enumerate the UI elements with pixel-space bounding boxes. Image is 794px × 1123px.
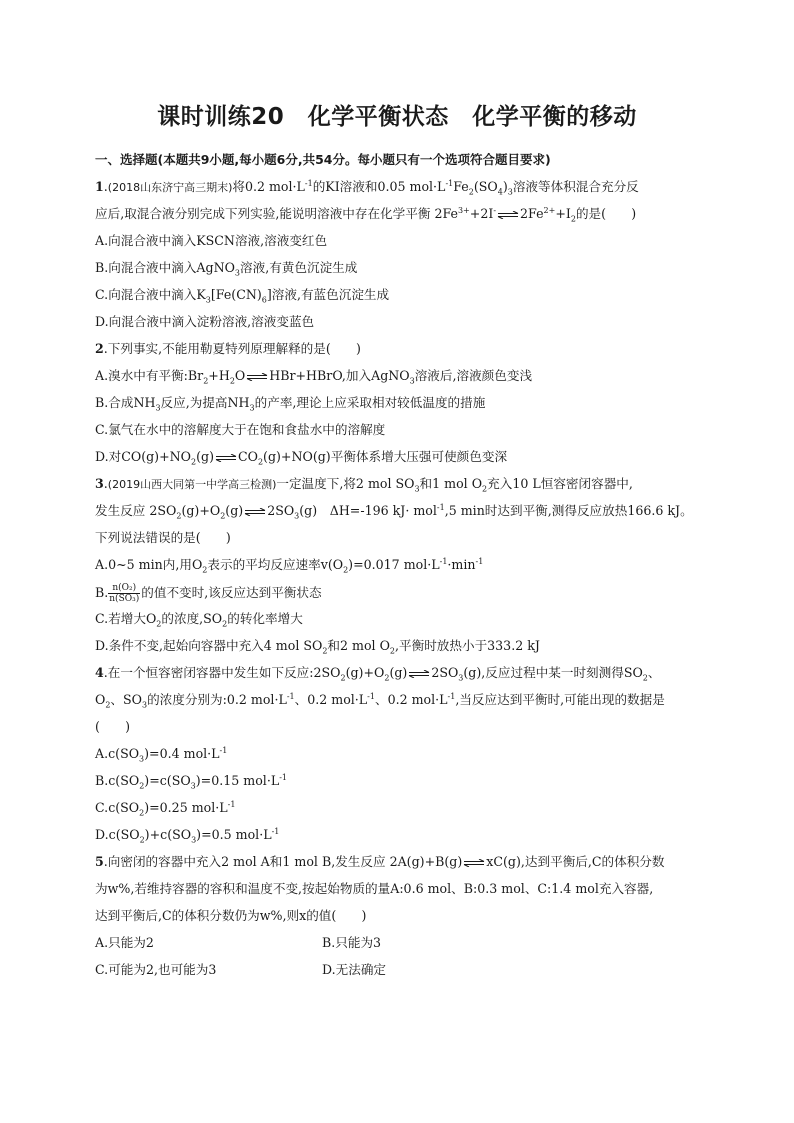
question-4-stem-line-2: $O_2$、$SO_3$的浓度分别为:0.2 $mol\cdot L^{-1}$、0.2 $mol\cdot L^{-1}$、0.2 $mol\cdot L^{-1}$,当反应达到平衡时,可能出现的数据是 bbox=[95, 691, 665, 710]
question-3-stem-line-1: 3.(2019山西大同第一中学高三检测)一定温度下,将2 mol $SO_3$和1 mol $O_2$充入10 L恒容密闭容器中, bbox=[95, 476, 633, 494]
question-2-option-a: A.溴水中有平衡$:Br_2+H_2O$ HBr+HBrO,加入AgNO$_3$溶液后,溶液颜色变浅 bbox=[95, 368, 533, 386]
question-5-stem-line-3: 达到平衡后,C的体积分数仍为w%,则x的值( ) bbox=[95, 908, 367, 923]
question-4-stem-line-1: 4.在一个恒容密闭容器中发生如下反应$:2SO_2(g)+O_2(g)$ $2SO_3(g)$,反应过程中某一时刻测得$SO_2$、 bbox=[95, 665, 661, 683]
ratio-fraction: $\frac{\text{n(O₂)}}{\text{n(SO₃)}}$ bbox=[109, 583, 140, 604]
page-title: 课时训练20 化学平衡状态 化学平衡的移动 bbox=[157, 104, 637, 130]
question-1-option-c: C.向混合液中滴入$K_3[Fe(CN)_6]$溶液,有蓝色沉淀生成 bbox=[95, 287, 390, 305]
question-number: 5 bbox=[95, 854, 104, 869]
question-1-option-b: B.向混合液中滴入AgNO$_3$溶液,有黄色沉淀生成 bbox=[95, 260, 358, 278]
question-5-stem-line-2: 为w%,若维持容器的容积和温度不变,按起始物质的量A:0.6 mol、B:0.3 mol、C:1.4 mol充入容器, bbox=[95, 881, 654, 896]
question-3-option-d: D.条件不变,起始向容器中充入4 mol $SO_2$和2 mol $O_2$,平衡时放热小于333.2 kJ bbox=[95, 638, 540, 656]
equilibrium-arrow-icon bbox=[497, 211, 519, 219]
question-5-option-b: B.只能为3 bbox=[322, 935, 382, 950]
question-list bbox=[95, 178, 705, 988]
question-5-option-a: A.只能为2 bbox=[95, 935, 154, 950]
equilibrium-arrow-icon bbox=[408, 670, 430, 678]
question-3-option-a: A.0~5 min内,用$O_2$表示的平均反应速率$v(O_2)=0.017$ $mol\cdot L^{-1}\cdot\min^{-1}$ bbox=[95, 556, 484, 575]
question-number: 2 bbox=[95, 341, 104, 356]
question-number: 1 bbox=[95, 179, 104, 194]
question-number: 3 bbox=[95, 476, 104, 491]
question-2-option-b: B.合成$NH_3$反应,为提高$NH_3$的产率,理论上应采取相对较低温度的措施 bbox=[95, 395, 486, 413]
equilibrium-arrow-icon bbox=[215, 454, 237, 462]
question-number: 4 bbox=[95, 665, 104, 680]
question-5-options-row-2 bbox=[95, 961, 705, 988]
question-1-option-a: A.向混合液中滴入KSCN溶液,溶液变红色 bbox=[95, 233, 328, 248]
question-5-options-row-1 bbox=[95, 934, 705, 961]
equilibrium-arrow-icon bbox=[244, 508, 266, 516]
question-5-option-c: C.可能为2,也可能为3 bbox=[95, 962, 217, 977]
section-header: 一、选择题(本题共9小题,每小题6分,共54分。每小题只有一个选项符合题目要求) bbox=[95, 152, 551, 167]
question-1-option-d: D.向混合液中滴入淀粉溶液,溶液变蓝色 bbox=[95, 314, 315, 329]
question-2-option-d: D.对$CO(g)+NO_2(g)$ $CO_2(g)+NO(g)$平衡体系增大压强可使颜色变深 bbox=[95, 449, 508, 467]
question-3-stem-line-3: 下列说法错误的是( ) bbox=[95, 530, 231, 545]
question-4-option-a: $A.c(SO_3)=0.4$ $mol\cdot L^{-1}$ bbox=[95, 745, 228, 764]
question-5-option-d: D.无法确定 bbox=[322, 962, 387, 977]
question-2-option-c: C.氯气在水中的溶解度大于在饱和食盐水中的溶解度 bbox=[95, 422, 386, 437]
question-4-stem-line-3: ( ) bbox=[95, 719, 131, 734]
question-1-stem-line-1: 1.(2018山东济宁高三期末)将0.2 $mol\cdot L^{-1}$的KI溶液和0.05 $mol\cdot L^{-1}Fe_2(SO_4)_3$溶液等体积混合充分反 bbox=[95, 178, 639, 197]
equilibrium-arrow-icon bbox=[463, 859, 485, 867]
question-3-option-c: C.若增大$O_2$的浓度$,SO_2$的转化率增大 bbox=[95, 611, 303, 629]
question-4-option-c: $C.c(SO_2)=0.25$ $mol\cdot L^{-1}$ bbox=[95, 799, 236, 818]
question-3-option-b: B. $\frac{\text{n(O₂)}}{\text{n(SO₃)}}$ 的值不变时,该反应达到平衡状态 bbox=[95, 583, 322, 604]
question-5-stem-line-1: 5.向密闭的容器中充入2 mol A和1 mol B,发生反应 2A(g)+B(g) xC(g),达到平衡后,C的体积分数 bbox=[95, 854, 665, 869]
equilibrium-arrow-icon bbox=[246, 373, 268, 381]
question-1-stem-line-2: 应后,取混合液分别完成下列实验,能说明溶液中存在化学平衡 $2Fe^{3+}+2I^-$ $2Fe^{2+}+I_2$的是( ) bbox=[95, 205, 637, 224]
question-4-option-b: $B.c(SO_2)=c(SO_3)=0.15$ $mol\cdot L^{-1}$ bbox=[95, 772, 287, 791]
question-source: (2019山西大同第一中学高三检测) bbox=[107, 478, 277, 491]
question-3-stem-line-2: 发生反应 $2SO_2(g)+O_2(g)$ $2SO_3(g)$ ΔH=-196 kJ· mol$^{-1}$,5 min时达到平衡,测得反应放热166.6 kJ。 bbox=[95, 502, 693, 521]
question-source: (2018山东济宁高三期末) bbox=[107, 181, 233, 194]
question-4-option-d: $D.c(SO_2)+c(SO_3)=0.5$ $mol\cdot L^{-1}$ bbox=[95, 826, 280, 845]
question-2-stem: 2.下列事实,不能用勒夏特列原理解释的是( ) bbox=[95, 341, 361, 356]
